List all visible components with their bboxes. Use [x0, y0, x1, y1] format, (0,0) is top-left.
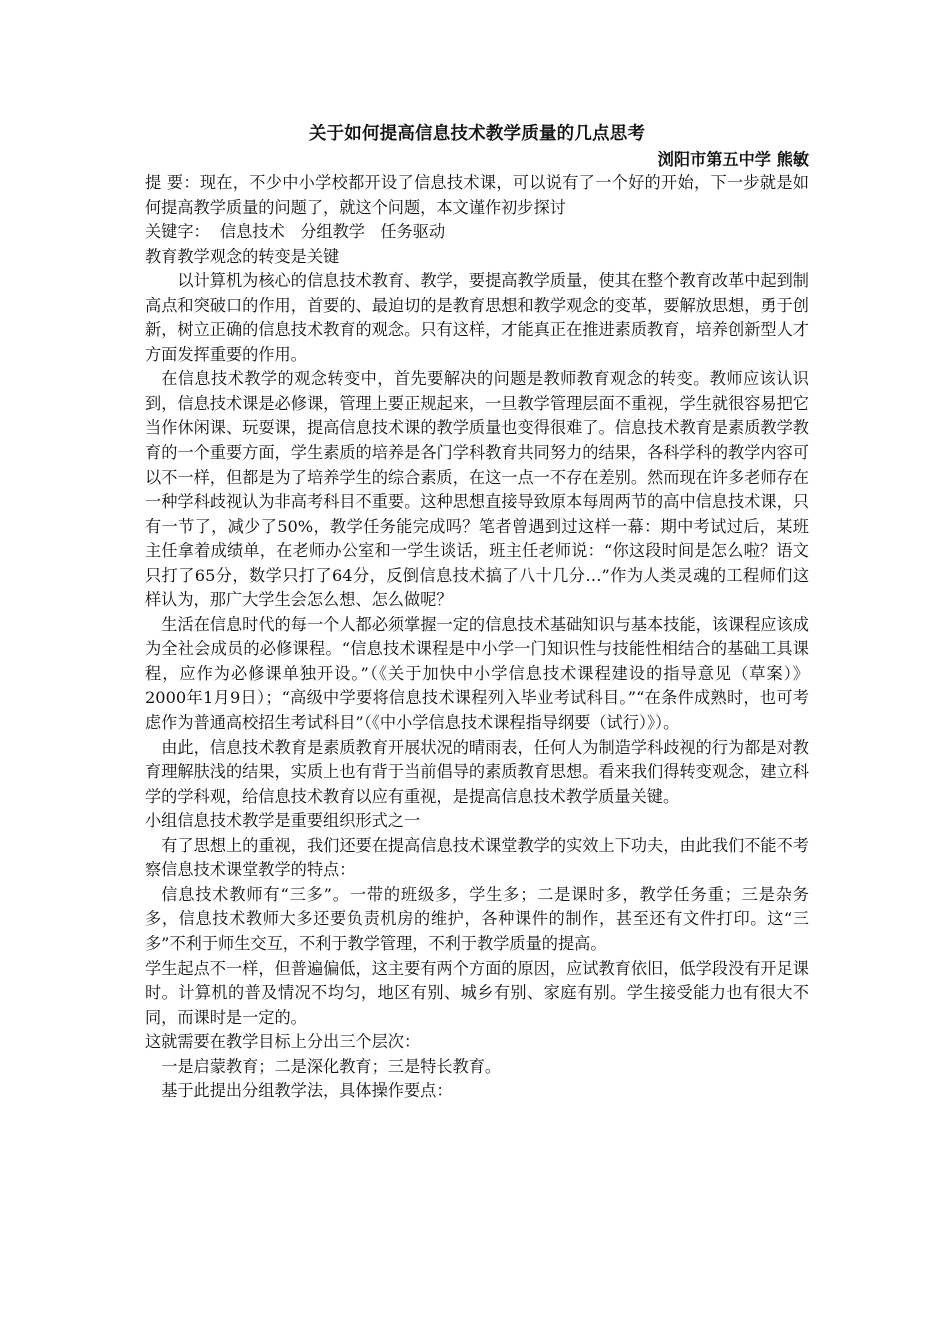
section-heading-concept: 教育教学观念的转变是关键 — [145, 246, 340, 266]
body-paragraph: 生活在信息时代的每一个人都必须掌握一定的信息技术基础知识与基本技能，该课程应该成为全社会成员的必修课程。“信息技术课程是中小学一门知识性与技能性相结合的基础工具课程，应作为必修课单独开设。”（《关于加快中小学信息技术课程建设的指导意见（草案）》2000年1月9日）；“高级中学要将信息技术课程列入毕业考试科目。”“在条件成熟时，也可考虑作为普通高校招生考试科目”（《中小学信息技术课程指导纲要（试行）》）。 — [145, 614, 809, 733]
document-page — [145, 120, 809, 1104]
body-paragraph: 信息技术教师有“三多”。一带的班级多，学生多；二是课时多，教学任务重；三是杂务多，信息技术教师大多还要负责机房的维护，各种课件的制作，甚至还有文件打印。这“三多”不利于师生交互，不利于教学管理，不利于教学质量的提高。 — [145, 884, 809, 953]
body-paragraph: 这就需要在教学目标上分出三个层次： — [145, 1032, 421, 1052]
author-byline: 浏阳市第五中学 熊敏 — [657, 150, 809, 169]
keywords-line: 关键字： 信息技术 分组教学 任务驱动 — [145, 222, 446, 242]
section-heading-group-teaching: 小组信息技术教学是重要组织形式之一 — [145, 811, 421, 831]
body-paragraph: 有了思想上的重视，我们还要在提高信息技术课堂教学的实效上下功夫，由此我们不能不考察信息技术课堂教学的特点： — [145, 835, 809, 880]
abstract-paragraph: 提 要：现在，不少中小学校都开设了信息技术课，可以说有了一个好的开始，下一步就是如何提高教学质量的问题了，就这个问题，本文谨作初步探讨 — [145, 173, 809, 217]
body-paragraph: 以计算机为核心的信息技术教育、教学，要提高教学质量，使其在整个教育改革中起到制高点和突破口的作用，首要的、最迫切的是教育思想和教学观念的变革，要解放思想，勇于创新，树立正确的信息技术教育的观念。只有这样，才能真正在推进素质教育，培养创新型人才方面发挥重要的作用。 — [145, 271, 809, 364]
body-paragraph: 基于此提出分组教学法，具体操作要点： — [161, 1081, 453, 1101]
body-paragraph: 学生起点不一样，但普遍偏低，这主要有两个方面的原因，应试教育依旧，低学段没有开足课时。计算机的普及情况不均匀，地区有别、城乡有别、家庭有别。学生接受能力也有很大不同，而课时是一定的。 — [145, 958, 809, 1027]
body-paragraph: 在信息技术教学的观念转变中，首先要解决的问题是教师教育观念的转变。教师应该认识到，信息技术课是必修课，管理上要正规起来，一旦教学管理层面不重视，学生就很容易把它当作休闲课、玩耍课，提高信息技术课的教学质量也变得很难了。信息技术教育是素质教学教育的一个重要方面，学生素质的培养是各门学科教育共同努力的结果，各科学科的教学内容可以不一样，但都是为了培养学生的综合素质，在这一点一不存在差别。然而现在许多老师存在一种学科歧视认为非高考科目不重要。这种思想直接导致原本每周两节的高中信息技术课，只有一节了，减少了50%，教学任务能完成吗？笔者曾遇到过这样一幕：期中考试过后，某班主任拿着成绩单，在老师办公室和一学生谈话，班主任老师说：“你这段时间是怎么啦？语文只打了65分，数学只打了64分，反倒信息技术搞了八十几分…”作为人类灵魂的工程师们这样认为，那广大学生会怎么想、怎么做呢？ — [145, 369, 809, 610]
document-title: 关于如何提高信息技术教学质量的几点思考 — [308, 124, 646, 144]
body-paragraph: 一是启蒙教育；二是深化教育；三是特长教育。 — [161, 1056, 502, 1076]
body-paragraph: 由此，信息技术教育是素质教育开展状况的晴雨表，任何人为制造学科歧视的行为都是对教育理解肤浅的结果，实质上也有背于当前倡导的素质教育思想。看来我们得转变观念，建立科学的学科观，给信息技术教育以应有重视，是提高信息技术教学质量关键。 — [145, 737, 809, 806]
